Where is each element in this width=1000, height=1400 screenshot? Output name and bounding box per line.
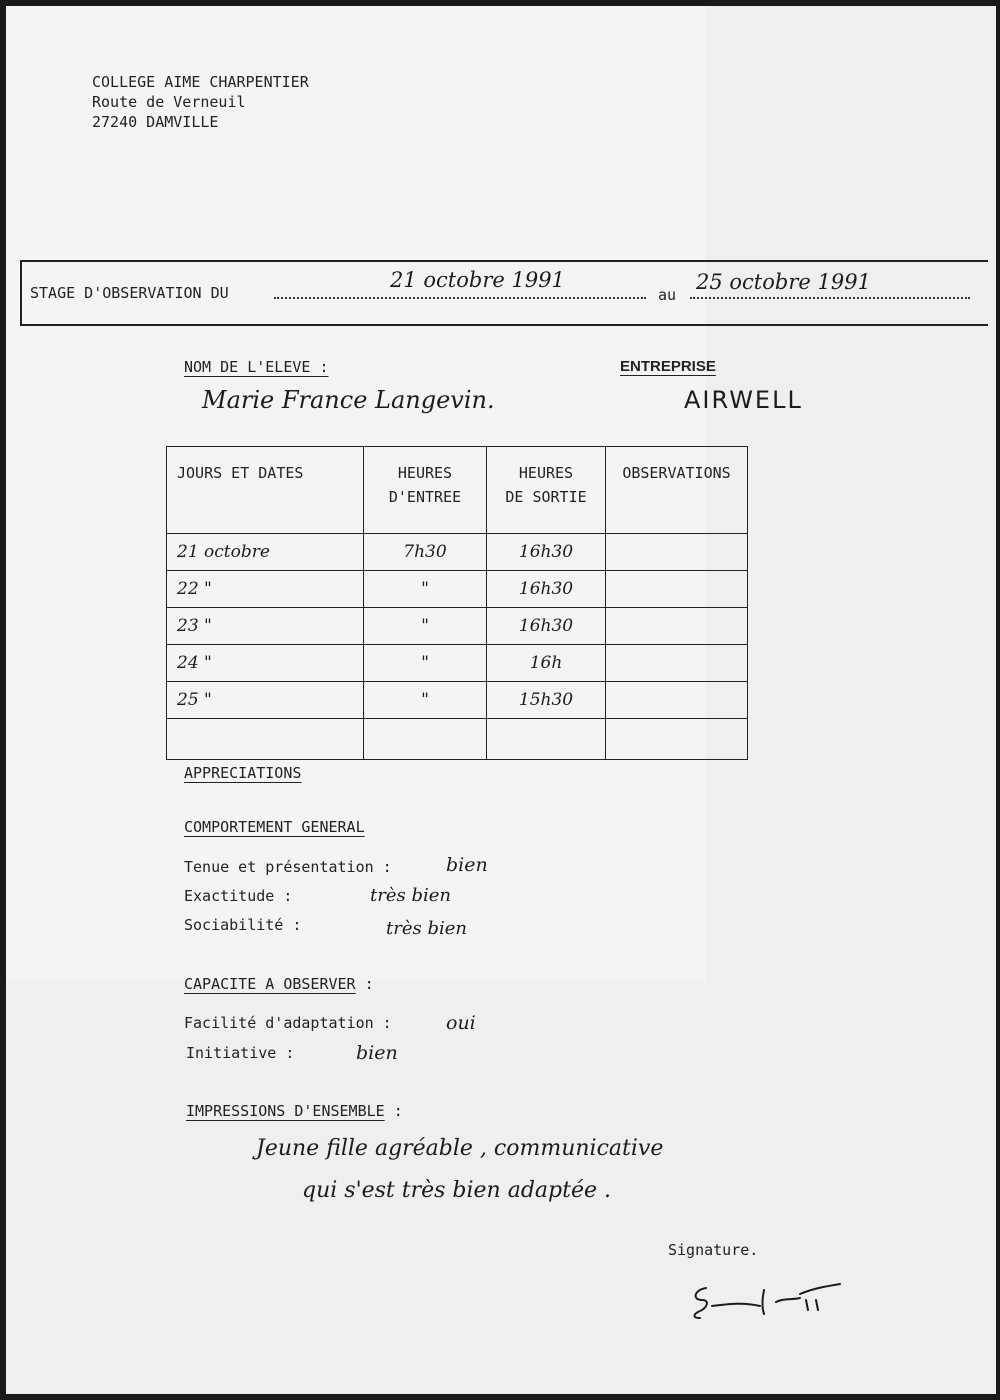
exactitude-value: très bien: [370, 885, 451, 906]
tenue-value: bien: [446, 854, 488, 876]
table-row: [167, 534, 748, 571]
table-row: [167, 645, 748, 682]
header-jours: JOURS ET DATES: [167, 447, 364, 534]
row-date: 23 ": [177, 616, 212, 636]
row-sortie: 16h30: [518, 542, 574, 562]
facilite-label: Facilité d'adaptation :: [184, 1014, 392, 1032]
signature-label: Signature.: [668, 1241, 759, 1259]
exactitude-label: Exactitude :: [184, 887, 293, 905]
impressions-line-1: Jeune fille agréable , communicative: [256, 1136, 664, 1161]
school-road: Route de Verneuil: [92, 93, 246, 111]
stage-to-value: 25 octobre 1991: [696, 270, 871, 294]
row-entree: ": [421, 690, 429, 710]
impressions-heading: [186, 1102, 403, 1120]
initiative-value: bien: [356, 1042, 398, 1064]
row-date: 25 ": [177, 690, 212, 710]
stage-from-dots: [274, 297, 646, 299]
sociabilite-label: Sociabilité :: [184, 916, 302, 934]
comportement-title: COMPORTEMENT GENERAL: [184, 818, 365, 836]
capacite-colon: :: [364, 975, 374, 993]
table-row: [167, 571, 748, 608]
impressions-colon: :: [393, 1102, 403, 1120]
company-label: ENTREPRISE: [620, 358, 716, 375]
row-entree: ": [421, 579, 429, 599]
stage-to-dots: [690, 297, 970, 299]
sociabilite-value: très bien: [386, 918, 467, 939]
school-name: COLLEGE AIME CHARPENTIER: [92, 73, 309, 91]
capacite-heading: [184, 975, 374, 993]
row-entree: 7h30: [403, 542, 447, 562]
signature-scribble: [688, 1278, 848, 1324]
appreciations-title: APPRECIATIONS: [184, 764, 302, 782]
school-city: 27240 DAMVILLE: [92, 113, 219, 131]
impressions-line-2: qui s'est très bien adaptée .: [302, 1178, 611, 1203]
stage-label: STAGE D'OBSERVATION DU: [30, 284, 229, 302]
company-name: AIRWELL: [684, 386, 803, 414]
header-observations: OBSERVATIONS: [606, 447, 748, 534]
table-row: [167, 608, 748, 645]
hours-table: [166, 446, 748, 760]
school-address: [92, 72, 309, 132]
row-date: 21 octobre: [177, 542, 270, 562]
header-sortie: HEURES DE SORTIE: [487, 447, 606, 534]
row-entree: ": [421, 653, 429, 673]
header-entree: HEURES D'ENTREE: [364, 447, 487, 534]
row-date: 24 ": [177, 653, 212, 673]
row-sortie: 16h30: [518, 616, 574, 636]
student-label: NOM DE L'ELEVE :: [184, 358, 329, 376]
row-sortie: 15h30: [518, 690, 574, 710]
row-date: 22 ": [177, 579, 212, 599]
stage-from-value: 21 octobre 1991: [390, 268, 565, 292]
capacite-title: CAPACITE A OBSERVER: [184, 975, 356, 993]
table-row: [167, 682, 748, 719]
stage-au-label: au: [658, 286, 677, 304]
table-row-blank: [167, 719, 748, 760]
row-sortie: 16h30: [518, 579, 574, 599]
row-entree: ": [421, 616, 429, 636]
impressions-title: IMPRESSIONS D'ENSEMBLE: [186, 1102, 385, 1120]
facilite-value: oui: [446, 1012, 476, 1034]
table-header-row: [167, 447, 748, 534]
row-sortie: 16h: [529, 653, 563, 673]
tenue-label: Tenue et présentation :: [184, 858, 392, 876]
student-name: Marie France Langevin.: [202, 386, 495, 414]
initiative-label: Initiative :: [186, 1044, 295, 1062]
document-page: [6, 6, 996, 1394]
